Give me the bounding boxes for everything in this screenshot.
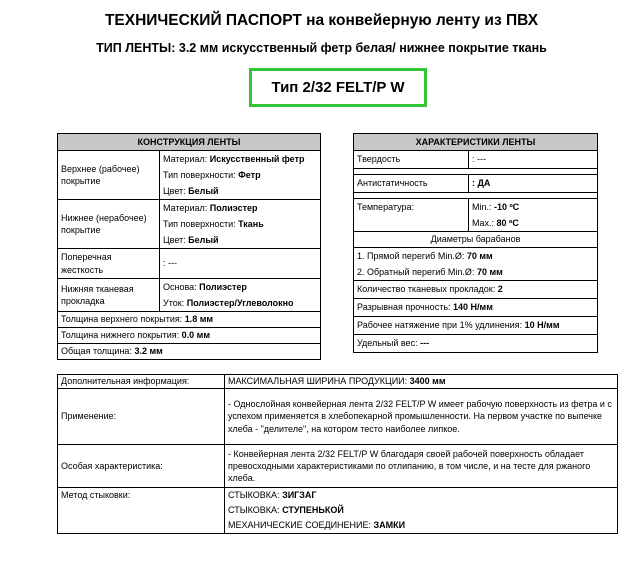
- drum-diameters: 1. Прямой перегиб Min.Ø: 70 мм 2. Обратный перегиб Min.Ø: 70 мм: [354, 248, 598, 281]
- lower-thickness: Толщина нижнего покрытия: 0.0 мм: [58, 328, 321, 344]
- document-title: ТЕХНИЧЕСКИЙ ПАСПОРТ на конвейерную ленту из ПВХ: [104, 12, 539, 29]
- specific-weight: Удельный вес: ---: [354, 335, 598, 353]
- drum-diameters-header: Диаметры барабанов: [354, 232, 598, 248]
- joint-method-label: Метод стыковки:: [58, 488, 225, 534]
- construction-table: [57, 133, 321, 360]
- application-text: - Однослойная конвейерная лента 2/32 FELT/P W имеет рабочую поверхность из фетра и с успехом применяется в хлебопекарной промышленности. На первом участке по выпечке хлеба - "делителе", на котором тесто наиболее липкое.: [225, 389, 618, 445]
- temperature-values: Min.: -10 ºC Max.: 80 ºC: [469, 199, 598, 232]
- transverse-stiffness-value: : ---: [160, 249, 321, 279]
- special-feature-label: Особая характеристика:: [58, 445, 225, 488]
- working-tension: Рабочее натяжение при 1% удлинения: 10 Н/мм: [354, 317, 598, 335]
- belt-type-subtitle: ТИП ЛЕНТЫ: 3.2 мм искусственный фетр белая/ нижнее покрытие ткань: [96, 41, 547, 55]
- additional-info-value: МАКСИМАЛЬНАЯ ШИРИНА ПРОДУКЦИИ: 3400 мм: [225, 375, 618, 389]
- special-feature-text: - Конвейерная лента 2/32 FELT/P W благодаря своей рабочей поверхность обладает превосходными характеристиками по отлипанию, в том числе, и на тесте для ржаного хлеба.: [225, 445, 618, 488]
- fabric-plies-count: Количество тканевых прокладок: 2: [354, 281, 598, 299]
- additional-info-table: [57, 374, 618, 534]
- tensile-strength: Разрывная прочность: 140 Н/мм: [354, 299, 598, 317]
- upper-cover-label: Верхнее (рабочее) покрытие: [58, 151, 160, 200]
- joint-methods: СТЫКОВКА: ЗИГЗАГ СТЫКОВКА: СТУПЕНЬКОЙ МЕХАНИЧЕСКИЕ СОЕДИНЕНИЕ: ЗАМКИ: [225, 488, 618, 534]
- characteristics-header: ХАРАКТЕРИСТИКИ ЛЕНТЫ: [354, 134, 598, 151]
- lower-cover-details: Материал: Полиэстер Тип поверхности: Ткань Цвет: Белый: [160, 200, 321, 249]
- upper-cover-details: Материал: Искусственный фетр Тип поверхности: Фетр Цвет: Белый: [160, 151, 321, 200]
- lower-cover-label: Нижнее (нерабочее) покрытие: [58, 200, 160, 249]
- application-label: Применение:: [58, 389, 225, 445]
- additional-info-label: Дополнительная информация:: [58, 375, 225, 389]
- fabric-ply-details: Основа: Полиэстер Уток: Полиэстер/Углеволокно: [160, 279, 321, 312]
- antistatic-label: Антистатичность: [354, 175, 469, 193]
- hardness-label: Твердость: [354, 151, 469, 169]
- characteristics-table: [353, 133, 598, 353]
- temperature-label: Температура:: [354, 199, 469, 232]
- fabric-ply-label: Нижняя тканевая прокладка: [58, 279, 160, 312]
- belt-type-box: Тип 2/32 FELT/P W: [249, 68, 427, 107]
- construction-header: КОНСТРУКЦИЯ ЛЕНТЫ: [58, 134, 321, 151]
- upper-thickness: Толщина верхнего покрытия: 1.8 мм: [58, 312, 321, 328]
- antistatic-value: : ДА: [469, 175, 598, 193]
- transverse-stiffness-label: Поперечная жесткость: [58, 249, 160, 279]
- total-thickness: Общая толщина: 3.2 мм: [58, 344, 321, 360]
- hardness-value: : ---: [469, 151, 598, 169]
